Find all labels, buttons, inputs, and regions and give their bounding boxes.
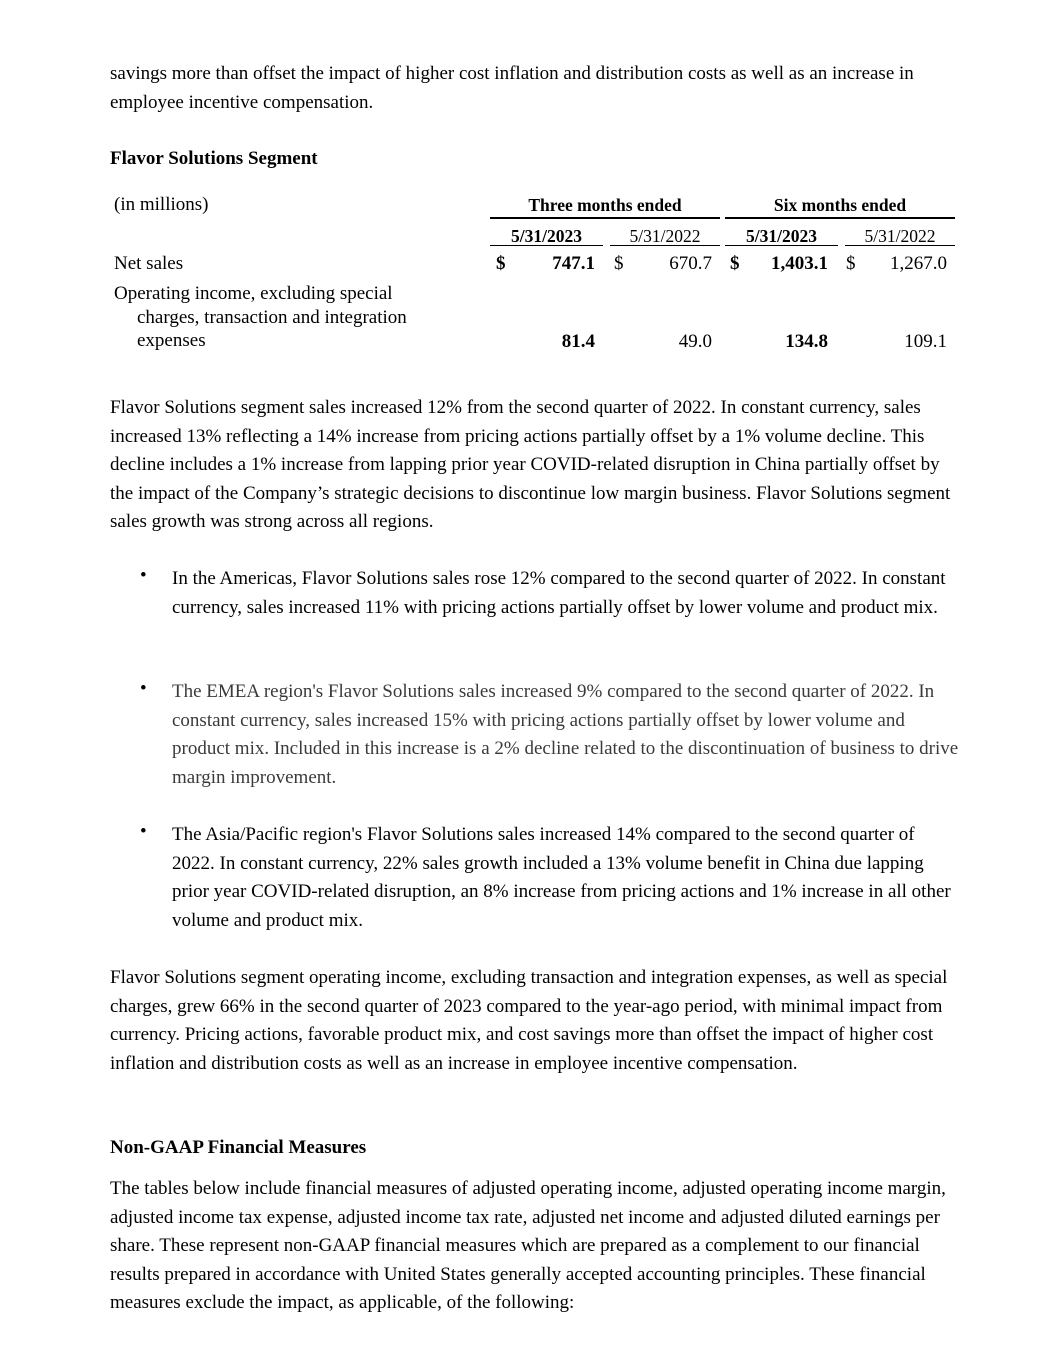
col-header-3m-2022: 5/31/2022 xyxy=(629,226,701,246)
bullet-emea: The EMEA region's Flavor Solutions sales increased 9% compared to the second quarter of 2022. In constant currency, sales increased 15% with pricing actions partially offset by lower volume and product mix. Included in this increase is a 2% decline related to the discontinuation of business to drive margin improvement. xyxy=(172,681,959,788)
currency-symbol: $ xyxy=(614,253,624,274)
bullet-marker: • xyxy=(140,565,147,586)
col-rule-4 xyxy=(845,245,955,246)
col-header-6m-2022: 5/31/2022 xyxy=(864,226,936,246)
bullet-marker: • xyxy=(140,678,147,699)
net-sales-6m-2022: 1,267.0 xyxy=(890,253,947,274)
six-months-rule xyxy=(725,217,955,219)
op-income-3m-2023: 81.4 xyxy=(561,331,595,352)
bullet-americas: In the Americas, Flavor Solutions sales rose 12% compared to the second quarter of 2022. In constant currency, sales increased 11% with pricing actions partially offset by lower volume and product mix. xyxy=(172,568,946,618)
col-rule-2 xyxy=(610,245,720,246)
op-income-6m-2022: 109.1 xyxy=(904,331,947,352)
net-sales-6m-2023: 1,403.1 xyxy=(771,253,828,274)
col-header-6m-2023: 5/31/2023 xyxy=(746,226,817,246)
net-sales-3m-2022: 670.7 xyxy=(669,253,712,274)
non-gaap-heading: Non-GAAP Financial Measures xyxy=(110,1137,367,1158)
non-gaap-paragraph: The tables below include financial measures of adjusted operating income, adjusted operating income margin, adjusted income tax expense, adjusted income tax rate, adjusted net income and adjusted diluted earnings per share. These represent non-GAAP financial measures which are prepared as a complement to our financial results prepared in accordance with United States generally accepted accounting principles. These financial measures exclude the impact, as applicable, of the following: xyxy=(110,1178,946,1314)
row-label-operating-income-line3: expenses xyxy=(137,330,206,351)
currency-symbol: $ xyxy=(496,253,506,274)
sales-summary-paragraph: Flavor Solutions segment sales increased 12% from the second quarter of 2022. In constant currency, sales increased 13% reflecting a 14% increase from pricing actions partially offset by a 1% volume decline. This decline includes a 1% increase from lapping prior year COVID-related disruption in China partially offset by the impact of the Company’s strategic decisions to discontinue low margin business. Flavor Solutions segment sales growth was strong across all regions. xyxy=(110,397,951,533)
three-months-rule xyxy=(490,217,720,219)
net-sales-3m-2023: 747.1 xyxy=(552,253,595,274)
col-header-3m-2023: 5/31/2023 xyxy=(511,226,582,246)
col-rule-3 xyxy=(725,245,838,246)
op-income-6m-2023: 134.8 xyxy=(785,331,828,352)
segment-heading: Flavor Solutions Segment xyxy=(110,148,318,169)
row-label-net-sales: Net sales xyxy=(114,253,184,274)
currency-symbol: $ xyxy=(730,253,740,274)
row-label-operating-income-line2: charges, transaction and integration xyxy=(137,307,407,328)
intro-paragraph: savings more than offset the impact of higher cost inflation and distribution costs as well as an increase in employee incentive compensation. xyxy=(110,63,914,113)
bullet-asia-pacific: The Asia/Pacific region's Flavor Solutions sales increased 14% compared to the second quarter of 2022. In constant currency, 22% sales growth included a 13% volume benefit in China due lapping prior year COVID-related disruption, an 8% increase from pricing actions and 1% increase in all other volume and product mix. xyxy=(172,824,951,931)
col-rule-1 xyxy=(490,245,603,246)
three-months-header: Three months ended xyxy=(528,195,682,215)
bullet-marker: • xyxy=(140,821,147,842)
six-months-header: Six months ended xyxy=(773,195,907,215)
row-label-operating-income-line1: Operating income, excluding special xyxy=(114,283,393,304)
unit-label: (in millions) xyxy=(114,194,209,215)
op-income-3m-2022: 49.0 xyxy=(678,331,712,352)
currency-symbol: $ xyxy=(846,253,856,274)
operating-income-paragraph: Flavor Solutions segment operating income, excluding transaction and integration expenses, as well as special charges, grew 66% in the second quarter of 2023 compared to the year-ago period, with minimal impact from currency. Pricing actions, favorable product mix, and cost savings more than offset the impact of higher cost inflation and distribution costs as well as an increase in employee incentive compensation. xyxy=(110,967,948,1074)
